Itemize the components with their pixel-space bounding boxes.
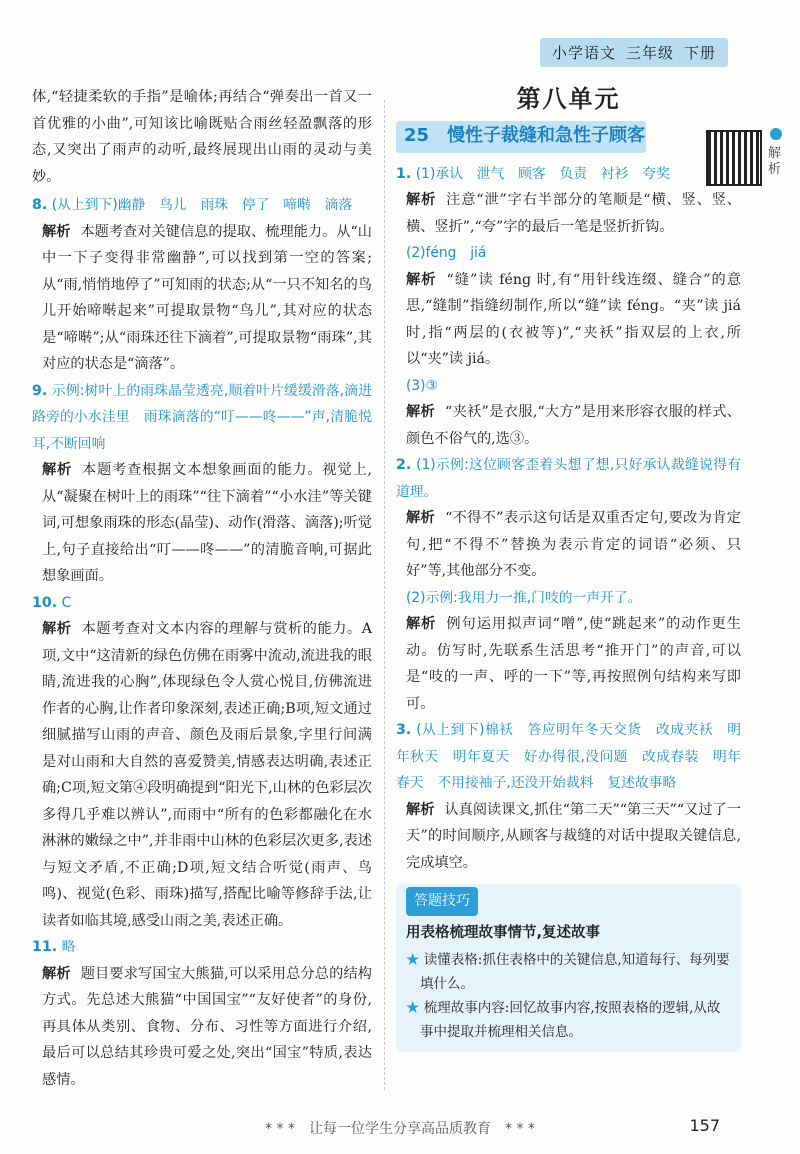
qr-label: 解析 [768,146,782,177]
q1-analysis-label-2: 解析 [406,271,437,288]
q2-analysis-1: “不得不”表示这句话是双重否定句,要改为肯定句,把“不得不”替换为表示肯定的词语“必须、只好”等,其他部分不变。 [406,510,741,579]
lesson-title: 慢性子裁缝和急性子顾客 [447,125,646,147]
q8-answer: (从上到下)幽静 鸟儿 雨珠 停了 啼啭 滴落 [51,197,353,213]
q9-analysis: 本题考查根据文本想象画面的能力。视觉上,从“凝聚在树叶上的雨珠”“往下滴着”“小水洼”等关键词,可想象雨珠的形态(晶莹)、动作(滑落、滴落);听觉上,句子直接给出“叮——咚——”的清脆音响,可据此想象画面。 [42,462,372,584]
q3-number: 3. [396,722,412,738]
tips-item-1-text: 读懂表格:抓住表格中的关键信息,知道每行、每列要填什么。 [420,952,730,992]
q1-answer-3: (3)③ [406,377,438,394]
tips-item-2 [406,996,731,1044]
q10-analysis-label: 解析 [42,621,72,637]
intro-text: 体,“轻捷柔软的手指”是喻体;再结合“弹奏出一首又一首优雅的小曲”,可知该比喻既贴合雨丝轻盈飘落的形态,又突出了雨声的动听,最终展现出山雨的灵动与美妙。 [32,89,372,185]
q11-analysis: 题目要求写国宝大熊猫,可以采用总分总的结构方式。先总述大熊猫“中国国宝”“友好使者”的身份,再具体从类别、食物、分布、习性等方面进行介绍,最后可以总结其珍贵可爱之处,突出“国宝”特质,表达感情。 [42,965,372,1088]
q2-analysis-label-1: 解析 [406,510,436,526]
q1-answer-2: (2)féng jiá [406,245,487,261]
lesson-number: 25 [404,125,430,147]
q8-analysis: 本题考查对关键信息的提取、梳理能力。从“山中一下子变得非常幽静”,可以找到第一空的答案;从“雨,悄悄地停了”可知雨的状态;从“一只不知名的鸟儿开始啼啭起来”可提取景物“鸟儿”,其对应的状态是“啼啭”;从“雨珠还往下滴着”,可提取景物“雨珠”,其对应的状态是“滴落”。 [42,223,372,372]
left-column [32,84,372,1093]
header-term: 下册 [683,44,716,62]
q2-answer-1: (1)示例:这位顾客歪着头想了想,只好承认裁缝说得有道理。 [396,457,742,500]
q1-analysis-2: “缝”读 féng 时,有“用针线连缀、缝合”的意思,“缝制”指缝纫制作,所以“缝”读 féng。“夹”读 jiá 时,指“两层的(衣被等)”,“夹袄”指双层的上衣,所以“夹”读 jiá。 [406,271,741,367]
page-number: 157 [689,1116,720,1135]
q2-answer-2: (2)示例:我用力一推,门吱的一声开了。 [406,589,642,606]
q1-number: 1. [396,165,412,182]
header-grade: 三年级 [625,44,674,62]
q2-number: 2. [396,457,412,473]
q1-analysis-label-3: 解析 [406,404,436,420]
q10-answer: C [61,594,72,611]
q9-answer: 示例:树叶上的雨珠晶莹透亮,顺着叶片缓缓滑落,滴进路旁的小水洼里 雨珠滴落的“叮——咚——”声,清脆悦耳,不断回响 [32,382,372,452]
q11-analysis-label: 解析 [42,965,71,982]
q1-answer-1: (1)承认 泄气 顾客 负责 衬衫 夸奖 [415,165,670,182]
header-badge [540,38,728,67]
q3-analysis-label: 解析 [406,801,435,818]
header-subject: 小学语文 [551,44,616,62]
q10-number: 10. [32,594,58,611]
tips-badge: 答题技巧 [406,887,478,916]
tips-item-1 [406,948,731,996]
star-icon: ★ [406,952,420,968]
q1-analysis-label-1: 解析 [406,192,437,208]
q3-answer: (从上到下)棉袄 答应明年冬天交货 改成夹袄 明年秋天 明年夏天 好办得很,没问题 改成春装 明年春天 不用接袖子,还没开始裁料 复述故事略 [396,722,741,791]
play-icon[interactable] [770,128,782,140]
q8-analysis-label: 解析 [42,223,71,240]
tips-item-2-text: 梳理故事内容:回忆故事内容,按照表格的逻辑,从故事中提取并梳理相关信息。 [420,1000,721,1040]
q2-analysis-label-2: 解析 [406,616,437,632]
q2-analysis-2: 例句运用拟声词“噌”,使“跳起来”的动作更生动。仿写时,先联系生活思考“推开门”的声音,可以是“吱的一声、呼的一下”等,再按照例句结构来写即可。 [406,616,741,712]
q8-number: 8. [32,197,48,213]
q9-number: 9. [32,382,48,399]
q11-answer: 略 [61,939,76,955]
q1-analysis-3: “夹袄”是衣服,“大方”是用来形容衣服的样式、颜色不俗气的,选③。 [406,404,741,447]
q10-analysis: 本题考查对文本内容的理解与赏析的能力。A项,文中“这清新的绿色仿佛在雨雾中流动,流进我的眼睛,流进我的心胸”,体现绿色令人赏心悦目,仿佛流进作者的心胸,让作者印象深刻,表述正确;B项,短文通过细腻描写山雨的声音、颜色及雨后景象,字里行间满是对山雨和大自然的喜爱赞美,情感表达明确,表述正确;C项,短文第④段明确提到“阳光下,山林的色彩层次多得几乎难以辨认”,而雨中“所有的色彩都融化在水淋淋的嫩绿之中”,并非雨中山林的色彩层次更多,表述与短文矛盾,不正确;D项,短文结合听觉(雨声、鸟鸣)、视觉(色彩、雨珠)描写,搭配比喻等修辞手法,让读者如临其境,感受山雨之美,表述正确。 [42,621,372,929]
lesson-banner [396,121,646,153]
unit-title: 第八单元 [516,85,621,113]
tips-title: 用表格梳理故事情节,复述故事 [406,924,601,941]
footer-slogan: * * * 让每一位学生分享高品质教育 * * * [265,1121,535,1137]
q3-analysis: 认真阅读课文,抓住“第二天”“第三天”“又过了一天”的时间顺序,从顾客与裁缝的对话中提取关键信息,完成填空。 [406,801,741,871]
tips-box [396,884,741,1052]
column-divider [384,100,385,1090]
q9-analysis-label: 解析 [42,462,73,478]
q1-analysis-1: 注意“泄”字右半部分的笔顺是“横、竖、竖、横、竖折”,“夸”字的最后一笔是竖折折钩。 [406,192,741,235]
star-icon: ★ [406,1000,420,1016]
q11-number: 11. [32,939,58,955]
right-column [396,84,741,1052]
